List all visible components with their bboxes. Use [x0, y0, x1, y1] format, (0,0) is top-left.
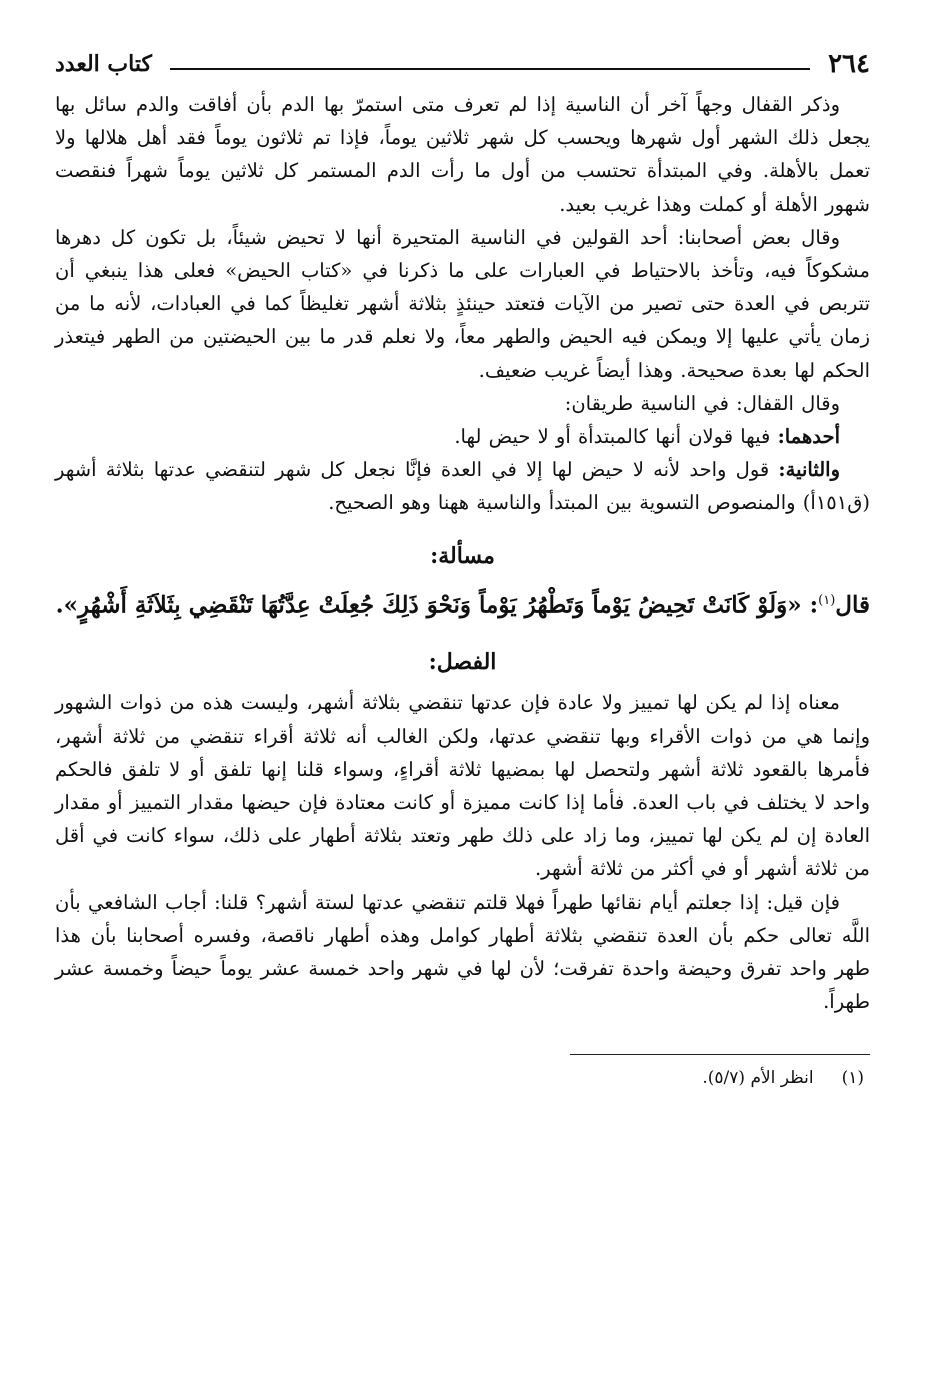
matn-text: : «وَلَوْ كَانَتْ تَحِيضُ يَوْماً وَتَطْهُرُ يَوْماً وَنَحْوَ ذَلِكَ جُعِلَتْ عِدَّتُهَا تَنْقَضِي بِثَلاَثَةِ أَشْهُرٍ».	[55, 591, 819, 619]
footnote-rule	[570, 1054, 870, 1055]
paragraph: فإن قيل: إذا جعلتم أيام نقائها طهراً فهلا قلتم تنقضي عدتها لستة أشهر؟ قلنا: أجاب الشافعي بأن اللَّه تعالى حكم بأن العدة تنقضي بثلاثة أطهار كوامل وهذه أطهار ناقصة، وفسره أصحابنا بأن هذا طهر واحد تفرق وحيضة واحدة تفرقت؛ لأن لها في شهر واحد خمسة عشر يوماً حيضاً وخمسة عشر طهراً.	[55, 890, 870, 1014]
masala-heading: مسألة:	[430, 542, 495, 569]
page	[55, 40, 870, 1093]
footnote-text: انظر الأم (٥/٧).	[702, 1068, 814, 1089]
paragraph: وذكر القفال وجهاً آخر أن الناسية إذا لم تعرف متى استمرّ بها الدم بأن أفاقت والدم سائل بها يجعل ذلك الشهر أول شهرها ويحسب كل شهر ثلاثين يوماً، فإذا تم ثلاثون يوماً فقد أهل هلالها ولا تعمل بالأهلة. وفي المبتدأة تحتسب من أول ما رأت الدم المستمر كل ثلاثين يوماً شهراً فنقصت شهور الأهلة أو كملت وهذا غريب بعيد.	[55, 93, 870, 216]
footnote	[55, 1063, 870, 1093]
paragraph: وقال بعض أصحابنا: أحد القولين في الناسية المتحيرة أنها لا تحيض شيئاً، بل تكون كل دهرها مشكوكاً فيه، وتأخذ بالاحتياط في العبارات على ما ذكرنا في «كتاب الحيض» فعلى هذا ينبغي أن تتربص في العدة حتى تصير من الآيات فتعتد حينئذٍ بثلاثة أشهر تغليظاً كما في العبادات، لأنه ما من زمان يأتي عليها إلا ويمكن فيه الحيض والطهر معاً، ولا نعلم قدر ما بين الحيضتين من الطهر فيتعذر الحكم لها بعدة صحيحة. وهذا أيضاً غريب ضعيف.	[55, 225, 870, 382]
paragraph: معناه إذا لم يكن لها تمييز ولا عادة فإن عدتها تنقضي بثلاثة أشهر، وليست هذه من ذوات الشهور وإنما هي من ذوات الأقراء وبها تنقضي عدتها، ولكن الغالب أنه ثلاثة أقراء تنقضي من ثلاثة أشهر، فأمرها بالقعود ثلاثة أشهر ولتحصل لها بمضيها ثلاثة أقراءٍ، وسواء قلنا إنها تلفق أو لا تلفق فالحكم واحد لا يختلف في باب العدة. فأما إذا كانت مميزة أو كانت معتادة فإن حيضها مقدار التمييز أو مقدار العادة إن لم يكن لها تمييز، وما زاد على ذلك طهر وتعتد بثلاثة أطهار على ذلك، سواء كانت في أقل من ثلاثة أشهر أو في أكثر من ثلاثة أشهر.	[55, 691, 870, 881]
way-one-paragraph	[55, 420, 870, 453]
book-title: كتاب العدد	[55, 51, 152, 77]
footnote-number: (١)	[841, 1068, 864, 1089]
matn-qala: قال	[835, 591, 870, 619]
way-two-paragraph	[55, 453, 870, 519]
running-head	[55, 40, 870, 88]
footnote-ref[interactable]: (١)	[818, 592, 836, 608]
way-two-label: والثانية:	[778, 458, 840, 482]
way-two-text: قول واحد لأنه لا حيض لها إلا في العدة فإنَّا نجعل كل شهر لتنقضي عدتها بثلاثة أشهر (ق١٥١أ) والمنصوص التسوية بين المبتدأ والناسية ههنا وهو الصحيح.	[55, 458, 870, 515]
body-text	[55, 88, 870, 1018]
page-number: ٢٦٤	[828, 49, 870, 79]
way-one-label: أحدهما:	[777, 425, 840, 449]
matn-quote	[55, 580, 870, 627]
fasl-heading: الفصل:	[428, 649, 497, 676]
paragraph: وقال القفال: في الناسية طريقان:	[564, 391, 840, 415]
way-one-text: فيها قولان أنها كالمبتدأة أو لا حيض لها.	[454, 425, 778, 449]
header-rule	[170, 68, 810, 70]
